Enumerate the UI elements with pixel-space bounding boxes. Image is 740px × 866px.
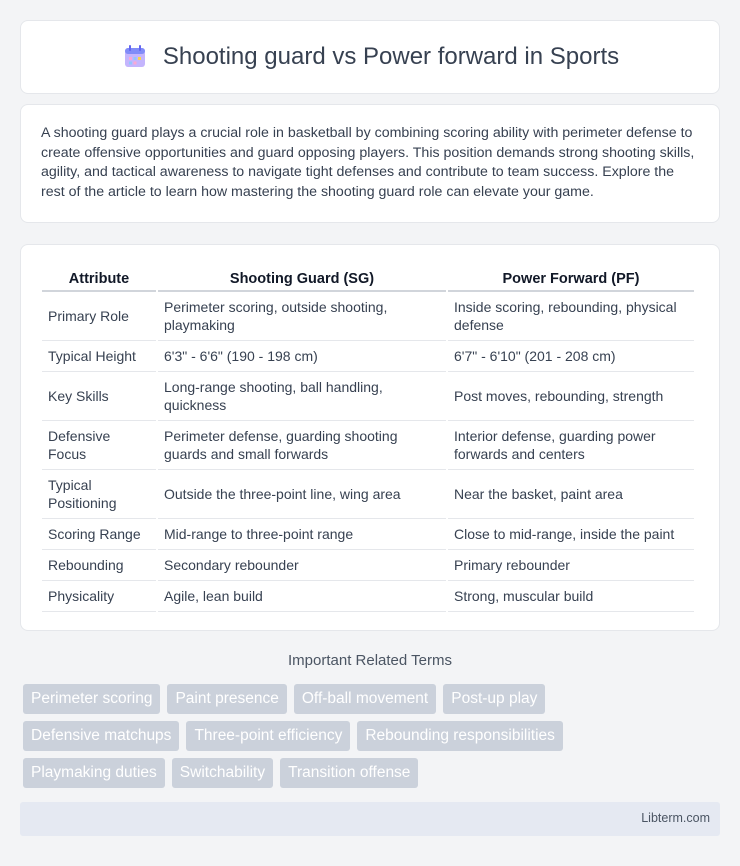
tag-row: [23, 684, 723, 714]
table-cell: Perimeter scoring, outside shooting, playmaking: [158, 292, 446, 341]
term-tag[interactable]: Paint presence: [167, 684, 286, 714]
footer-site-link[interactable]: Libterm.com: [641, 811, 710, 825]
column-header-sg: Shooting Guard (SG): [158, 263, 446, 292]
footer: [20, 802, 720, 836]
table-row: [42, 470, 694, 519]
table-cell: Physicality: [42, 581, 156, 612]
table-row: [42, 372, 694, 421]
table-row: [42, 292, 694, 341]
term-tag[interactable]: Three-point efficiency: [186, 721, 350, 751]
table-cell: Post moves, rebounding, strength: [448, 372, 694, 421]
term-tag[interactable]: Post-up play: [443, 684, 545, 714]
table-cell: Inside scoring, rebounding, physical defense: [448, 292, 694, 341]
intro-card: [20, 104, 720, 223]
column-header-attribute: Attribute: [42, 263, 156, 292]
term-tag[interactable]: Defensive matchups: [23, 721, 179, 751]
table-row: [42, 421, 694, 470]
term-tag[interactable]: Playmaking duties: [23, 758, 165, 788]
term-tag[interactable]: Transition offense: [280, 758, 418, 788]
table-cell: Scoring Range: [42, 519, 156, 550]
related-terms-title: Important Related Terms: [288, 652, 452, 669]
table-row: [42, 550, 694, 581]
table-row: [42, 341, 694, 372]
table-cell: Typical Height: [42, 341, 156, 372]
table-cell: Near the basket, paint area: [448, 470, 694, 519]
table-cell: Long-range shooting, ball handling, quickness: [158, 372, 446, 421]
tag-row: [23, 721, 723, 751]
table-cell: Perimeter defense, guarding shooting guards and small forwards: [158, 421, 446, 470]
intro-text: A shooting guard plays a crucial role in basketball by combining scoring ability with perimeter defense to create offensive opportunities and guard opposing players. This position demands strong shooting skills, agility, and tactical awareness to navigate tight defenses and contribute to team success. Explore the rest of the article to learn how mastering the shooting guard role can elevate your game.: [41, 125, 695, 200]
table-cell: Strong, muscular build: [448, 581, 694, 612]
related-terms-tags: [23, 684, 723, 795]
comparison-table: [40, 263, 696, 612]
table-cell: Secondary rebounder: [158, 550, 446, 581]
table-cell: Primary Role: [42, 292, 156, 341]
table-cell: Key Skills: [42, 372, 156, 421]
table-row: [42, 519, 694, 550]
term-tag[interactable]: Switchability: [172, 758, 273, 788]
tag-row: [23, 758, 723, 788]
table-cell: Close to mid-range, inside the paint: [448, 519, 694, 550]
table-cell: Rebounding: [42, 550, 156, 581]
calendar-grid-icon: [121, 43, 149, 71]
table-cell: Mid-range to three-point range: [158, 519, 446, 550]
table-row: [42, 581, 694, 612]
table-cell: Outside the three-point line, wing area: [158, 470, 446, 519]
term-tag[interactable]: Perimeter scoring: [23, 684, 160, 714]
table-cell: Typical Positioning: [42, 470, 156, 519]
header-card: [20, 20, 720, 94]
table-cell: Defensive Focus: [42, 421, 156, 470]
page-title: Shooting guard vs Power forward in Sports: [162, 43, 620, 70]
table-cell: 6'7" - 6'10" (201 - 208 cm): [448, 341, 694, 372]
term-tag[interactable]: Rebounding responsibilities: [357, 721, 563, 751]
table-cell: Agile, lean build: [158, 581, 446, 612]
table-header-row: [42, 263, 694, 292]
term-tag[interactable]: Off-ball movement: [294, 684, 436, 714]
column-header-pf: Power Forward (PF): [448, 263, 694, 292]
table-cell: Interior defense, guarding power forwards and centers: [448, 421, 694, 470]
table-cell: 6'3" - 6'6" (190 - 198 cm): [158, 341, 446, 372]
table-cell: Primary rebounder: [448, 550, 694, 581]
comparison-card: [20, 244, 720, 631]
